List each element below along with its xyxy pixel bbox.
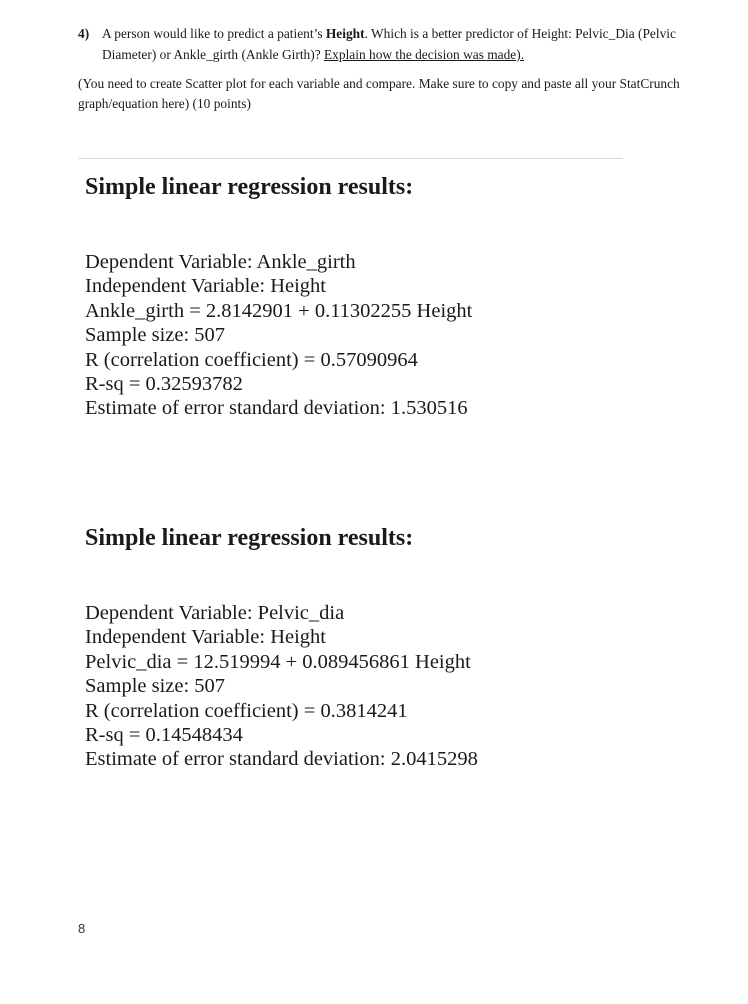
error-std-dev: Estimate of error standard deviation: 1.530516	[85, 397, 468, 420]
independent-variable: Independent Variable: Height	[85, 626, 326, 649]
question-text	[102, 23, 718, 65]
regression-equation: Ankle_girth = 2.8142901 + 0.11302255 Height	[85, 299, 473, 322]
divider	[78, 158, 623, 159]
regression-heading: Simple linear regression results:	[85, 525, 414, 551]
regression-results-pelvic-dia	[85, 523, 685, 772]
sample-size: Sample size: 507	[85, 324, 226, 347]
regression-lines	[85, 250, 685, 421]
regression-equation: Pelvic_dia = 12.519994 + 0.089456861 Height	[85, 650, 471, 673]
question-text-start: A person would like to predict a patient’s	[102, 26, 326, 41]
question-text-end: . Which is a better predictor of Height: Pelvic_Dia (Pelvic Diameter) or Ankle_girth (Ankle Girth)?	[102, 26, 676, 62]
instructions-note: (You need to create Scatter plot for each variable and compare. Make sure to copy and paste all your StatCrunch graph/equation here) (10 points)	[78, 76, 680, 111]
dependent-variable: Dependent Variable: Ankle_girth	[85, 251, 356, 273]
question	[78, 23, 718, 65]
sample-size: Sample size: 507	[85, 675, 226, 698]
correlation-coefficient: R (correlation coefficient) = 0.3814241	[85, 699, 408, 722]
correlation-coefficient: R (correlation coefficient) = 0.57090964	[85, 348, 418, 371]
regression-results-ankle-girth	[85, 172, 685, 421]
question-bold-term: Height	[325, 26, 365, 41]
r-squared: R-sq = 0.32593782	[85, 373, 243, 396]
regression-heading: Simple linear regression results:	[85, 174, 414, 200]
error-std-dev: Estimate of error standard deviation: 2.0415298	[85, 748, 478, 771]
page-number: 8	[78, 921, 86, 936]
r-squared: R-sq = 0.14548434	[85, 724, 243, 747]
regression-lines	[85, 601, 685, 772]
question-number: 4)	[78, 26, 90, 41]
independent-variable: Independent Variable: Height	[85, 275, 326, 298]
dependent-variable: Dependent Variable: Pelvic_dia	[85, 602, 345, 624]
question-underlined-text: Explain how the decision was made).	[324, 47, 525, 62]
